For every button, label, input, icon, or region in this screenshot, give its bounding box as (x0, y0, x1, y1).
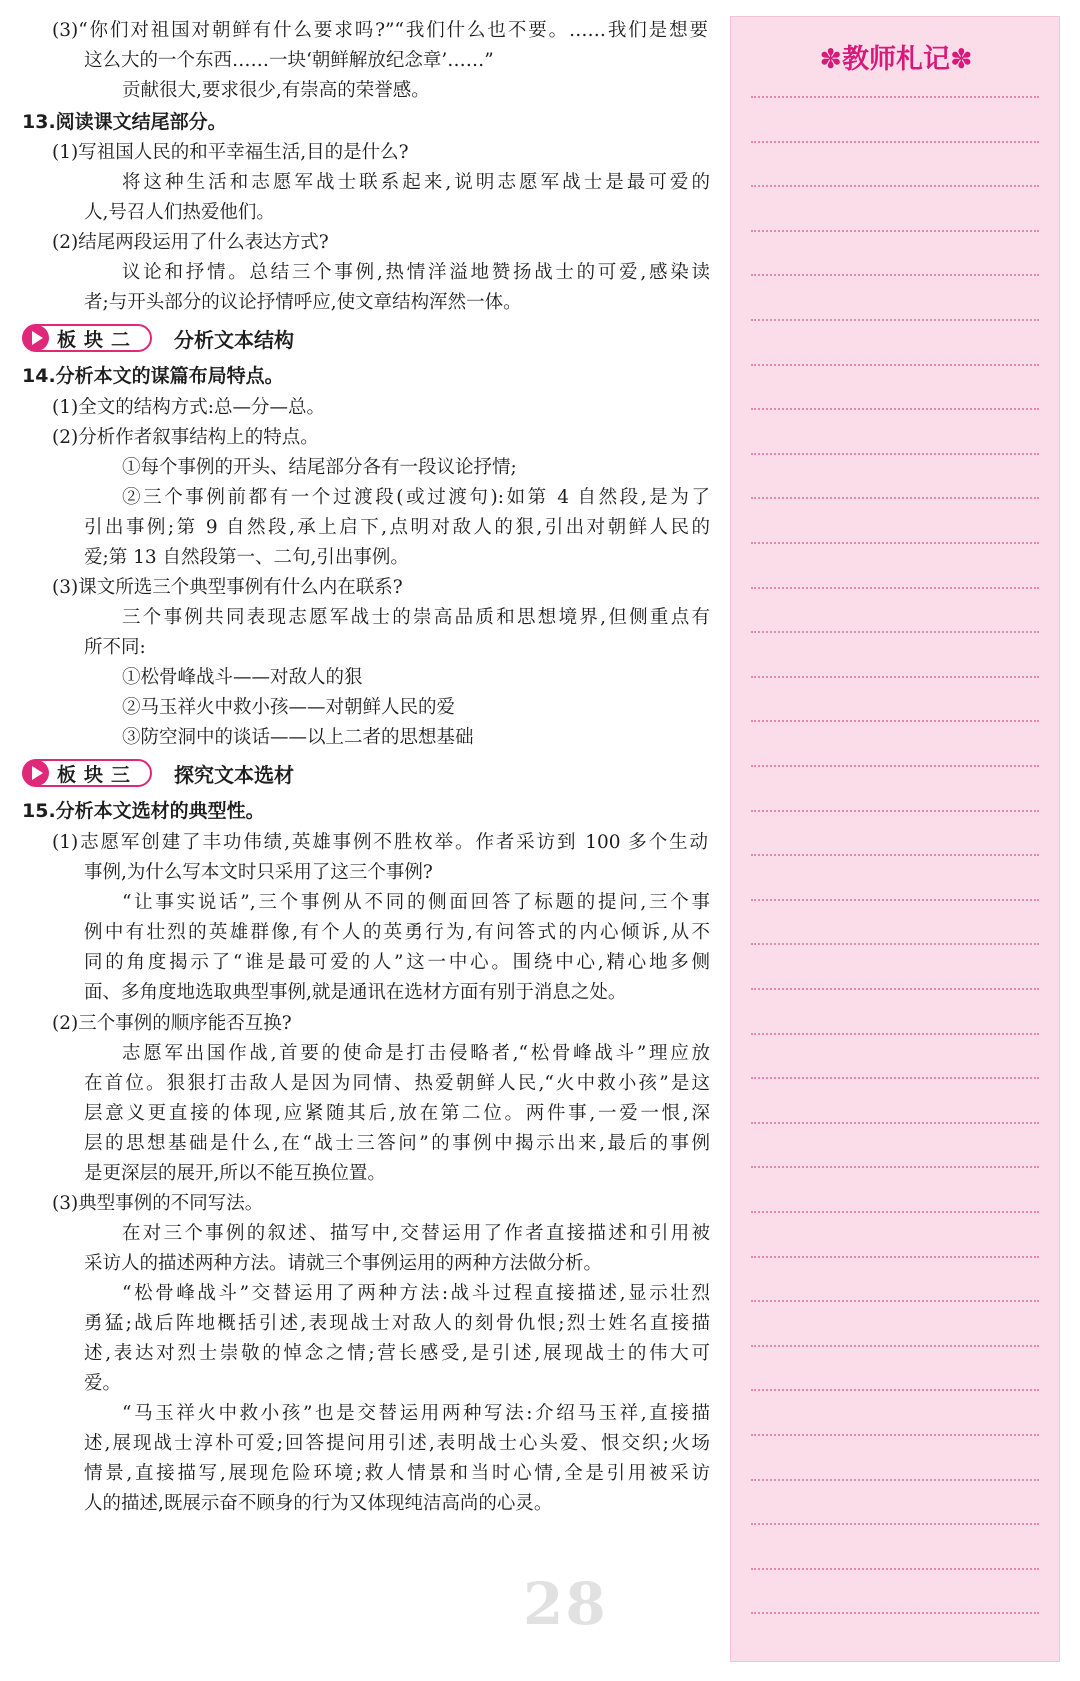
note-line (751, 1300, 1039, 1302)
answer-line: “松骨峰战斗”交替运用了两种方法:战斗过程直接描述,显示壮烈 (122, 1283, 710, 1304)
answer-line: 志愿军出国作战,首要的使命是打击侵略者,“松骨峰战斗”理应放 (122, 1043, 710, 1064)
answer-line: 采访人的描述两种方法。请就三个事例运用的两种方法做分析。 (84, 1253, 603, 1274)
note-line (751, 497, 1039, 499)
answer-line: 议论和抒情。总结三个事例,热情洋溢地赞扬战士的可爱,感染读 (122, 262, 710, 283)
note-line (751, 141, 1039, 143)
answer-line: 例中有壮烈的英雄群像,有个人的英勇行为,有问答式的内心倾诉,从不 (84, 922, 710, 943)
note-line (751, 1256, 1039, 1258)
answer-line: 述,表达对烈士崇敬的悼念之情;营长感受,是引述,展现战士的伟大可 (84, 1343, 710, 1364)
teacher-notes-panel (730, 16, 1060, 1662)
note-line (751, 364, 1039, 366)
text-line: 这么大的一个东西……一块‘朝鲜解放纪念章’……” (84, 50, 494, 71)
section-label: 板块三 (57, 763, 139, 786)
text-line: 事例,为什么写本文时只采用了这三个事例? (84, 862, 433, 883)
answer-line: 爱;第 13 自然段第一、二句,引出事例。 (84, 547, 409, 568)
page-number: 28 (523, 1570, 608, 1638)
answer-line: 情景,直接描写,展现危险环境;救人情景和当时心情,全是引用被采访 (84, 1463, 710, 1484)
note-line (751, 185, 1039, 187)
answer-line: 是更深层的展开,所以不能互换位置。 (84, 1163, 386, 1184)
note-line (751, 1077, 1039, 1079)
answer-line: 人的描述,既展示奋不顾身的行为又体现纯洁高尚的心灵。 (84, 1493, 553, 1514)
note-line (751, 1434, 1039, 1436)
section-banner-3 (22, 758, 294, 788)
note-line (751, 765, 1039, 767)
text-line: (1)写祖国人民的和平幸福生活,目的是什么? (52, 142, 409, 163)
note-line (751, 988, 1039, 990)
section-title: 探究文本选材 (174, 762, 294, 787)
section-title: 分析文本结构 (174, 327, 294, 352)
note-line (751, 1033, 1039, 1035)
question-heading: 14.分析本文的谋篇布局特点。 (22, 365, 284, 387)
note-line (751, 631, 1039, 633)
text-line: (2)三个事例的顺序能否互换? (52, 1013, 292, 1034)
note-line (751, 1211, 1039, 1213)
note-line (751, 408, 1039, 410)
teacher-notes-title: ✽教师札记✽ (819, 44, 973, 75)
section-label: 板块二 (57, 328, 139, 351)
note-line (751, 274, 1039, 276)
text-line: (1)志愿军创建了丰功伟绩,英雄事例不胜枚举。作者采访到 100 多个生动 (52, 832, 708, 853)
answer-line: 面、多角度地选取典型事例,就是通讯在选材方面有别于消息之处。 (84, 982, 627, 1003)
note-line (751, 899, 1039, 901)
note-line (751, 943, 1039, 945)
text-line: (2)分析作者叙事结构上的特点。 (52, 427, 319, 448)
note-line (751, 810, 1039, 812)
answer-line: 爱。 (84, 1373, 122, 1394)
note-line (751, 1122, 1039, 1124)
answer-line: 引出事例;第 9 自然段,承上启下,点明对敌人的狠,引出对朝鲜人民的 (84, 517, 710, 538)
answer-line: 勇猛;战后阵地概括引述,表现战士对敌人的刻骨仇恨;烈士姓名直接描 (84, 1313, 710, 1334)
answer-line: “马玉祥火中救小孩”也是交替运用两种写法:介绍马玉祥,直接描 (122, 1403, 710, 1424)
play-arrow-icon (23, 760, 49, 786)
note-line (751, 720, 1039, 722)
answer-line: 人,号召人们热爱他们。 (84, 202, 275, 223)
answer-line: ②马玉祥火中救小孩——对朝鲜人民的爱 (122, 697, 456, 718)
note-line (751, 542, 1039, 544)
note-line (751, 854, 1039, 856)
note-line (751, 1568, 1039, 1570)
note-line (751, 1166, 1039, 1168)
note-line (751, 1523, 1039, 1525)
text-line: (3)“你们对祖国对朝鲜有什么要求吗?”“我们什么也不要。……我们是想要 (52, 20, 708, 41)
note-line (751, 1479, 1039, 1481)
note-line (751, 1389, 1039, 1391)
answer-line: 层的思想基础是什么,在“战士三答问”的事例中揭示出来,最后的事例 (84, 1133, 710, 1154)
answer-line: 贡献很大,要求很少,有崇高的荣誉感。 (122, 80, 430, 101)
answer-line: 在对三个事例的叙述、描写中,交替运用了作者直接描述和引用被 (122, 1223, 710, 1244)
note-line (751, 96, 1039, 98)
answer-line: 同的角度揭示了“谁是最可爱的人”这一中心。围绕中心,精心地多侧 (84, 952, 710, 973)
note-line (751, 1345, 1039, 1347)
text-line: (1)全文的结构方式:总—分—总。 (52, 397, 325, 418)
answer-line: 所不同: (84, 637, 146, 658)
answer-line: ①松骨峰战斗——对敌人的狠 (122, 667, 363, 688)
note-line (751, 453, 1039, 455)
note-line (751, 1612, 1039, 1614)
answer-line: ②三个事例前都有一个过渡段(或过渡句):如第 4 自然段,是为了 (122, 487, 710, 508)
answer-line: 三个事例共同表现志愿军战士的崇高品质和思想境界,但侧重点有 (122, 607, 710, 628)
note-line (751, 676, 1039, 678)
answer-line: 者;与开头部分的议论抒情呼应,使文章结构浑然一体。 (84, 292, 522, 313)
question-heading: 13.阅读课文结尾部分。 (22, 111, 227, 133)
section-banner-2 (22, 323, 294, 353)
play-arrow-icon (23, 325, 49, 351)
answer-line: ③防空洞中的谈话——以上二者的思想基础 (122, 727, 474, 748)
question-heading: 15.分析本文选材的典型性。 (22, 800, 265, 822)
text-line: (3)典型事例的不同写法。 (52, 1193, 264, 1214)
answer-line: ①每个事例的开头、结尾部分各有一段议论抒情; (122, 457, 517, 478)
answer-line: 层意义更直接的体现,应紧随其后,放在第二位。两件事,一爱一恨,深 (84, 1103, 710, 1124)
answer-line: 述,展现战士淳朴可爱;回答提问用引述,表明战士心头爱、恨交织;火场 (84, 1433, 710, 1454)
section-pill (22, 324, 152, 352)
note-line (751, 319, 1039, 321)
answer-line: 将这种生活和志愿军战士联系起来,说明志愿军战士是最可爱的 (122, 172, 710, 193)
answer-line: 在首位。狠狠打击敌人是因为同情、热爱朝鲜人民,“火中救小孩”是这 (84, 1073, 710, 1094)
section-pill (22, 759, 152, 787)
note-line (751, 587, 1039, 589)
text-line: (3)课文所选三个典型事例有什么内在联系? (52, 577, 403, 598)
text-line: (2)结尾两段运用了什么表达方式? (52, 232, 329, 253)
answer-line: “让事实说话”,三个事例从不同的侧面回答了标题的提问,三个事 (122, 892, 710, 913)
note-line (751, 230, 1039, 232)
